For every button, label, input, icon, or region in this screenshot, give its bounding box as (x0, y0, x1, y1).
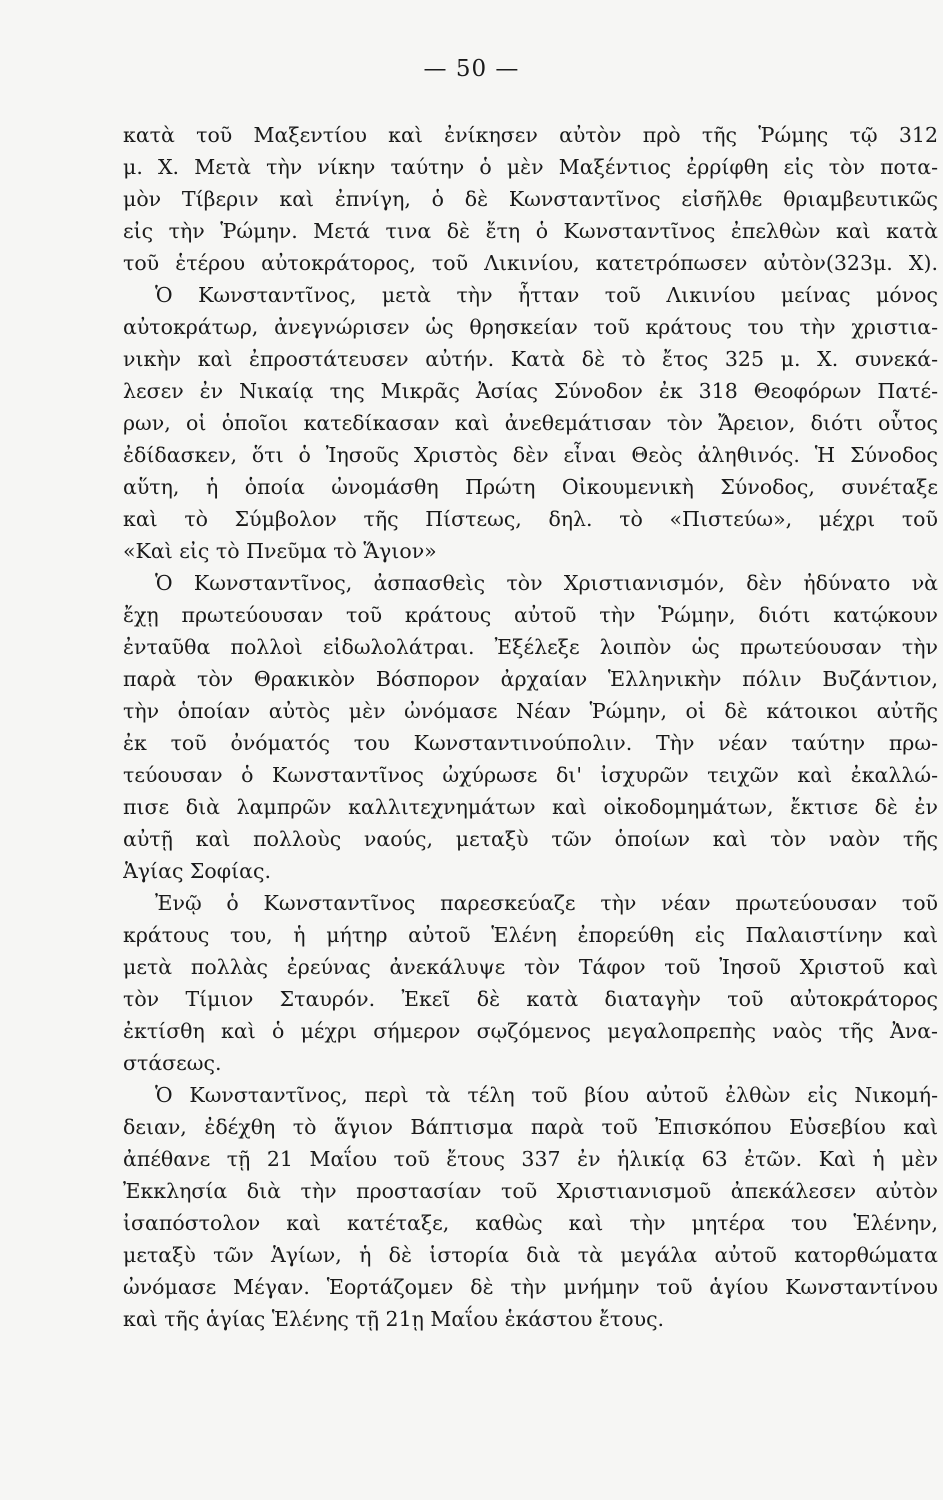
text-line: Ὁ Κωνσταντῖνος, ἀσπασθεὶς τὸν Χριστιανισμόν, δὲν ἠδύνατο νὰ (155, 571, 938, 595)
text-line: Ἐκκλησία διὰ τὴν προστασίαν τοῦ Χριστιανισμοῦ ἀπεκάλεσεν αὐτὸν (123, 1179, 938, 1203)
text-line: στάσεως. (123, 1051, 222, 1075)
page-number: — 50 — (423, 56, 520, 82)
paragraph-1 (123, 119, 938, 279)
text-line: τὴν ὁποίαν αὐτὸς μὲν ὠνόμασε Νέαν Ῥώμην, οἱ δὲ κάτοικοι αὐτῆς (123, 699, 938, 723)
text-line: παρὰ τὸν Θρακικὸν Βόσπορον ἀρχαίαν Ἑλληνικὴν πόλιν Βυζάντιον, (123, 667, 938, 691)
text-line: μεταξὺ τῶν Ἁγίων, ἡ δὲ ἱστορία διὰ τὰ μεγάλα αὐτοῦ κατορθώματα (123, 1243, 938, 1267)
text-line: τὸν Τίμιον Σταυρόν. Ἐκεῖ δὲ κατὰ διαταγὴν τοῦ αὐτοκράτορος (123, 987, 938, 1011)
text-line: ρων, οἱ ὁποῖοι κατεδίκασαν καὶ ἀνεθεμάτισαν τὸν Ἄρειον, διότι οὗτος (123, 411, 938, 435)
text-line: νικὴν καὶ ἐπροστάτευσεν αὐτήν. Κατὰ δὲ τὸ ἔτος 325 μ. Χ. συνεκά- (123, 347, 938, 371)
text-line: «Καὶ εἰς τὸ Πνεῦμα τὸ Ἅγιον» (123, 539, 437, 563)
text-line: καὶ τῆς ἁγίας Ἑλένης τῇ 21ῃ Μαΐου ἑκάστου ἔτους. (123, 1307, 665, 1331)
text-line: ἐκ τοῦ ὀνόματός του Κωνσταντινούπολιν. Τὴν νέαν ταύτην πρω- (123, 731, 938, 755)
text-line: Ὁ Κωνσταντῖνος, περὶ τὰ τέλη τοῦ βίου αὐτοῦ ἐλθὼν εἰς Νικομή- (155, 1083, 938, 1107)
text-line: εἰς τὴν Ῥώμην. Μετά τινα δὲ ἔτη ὁ Κωνσταντῖνος ἐπελθὼν καὶ κατὰ (123, 219, 938, 243)
paragraph-2 (123, 279, 938, 567)
text-line: αὕτη, ἡ ὁποία ὠνομάσθη Πρώτη Οἰκουμενικὴ Σύνοδος, συνέταξε (123, 475, 938, 499)
text-line: ἐδίδασκεν, ὅτι ὁ Ἰησοῦς Χριστὸς δὲν εἶναι Θεὸς ἀληθινός. Ἡ Σύνοδος (123, 443, 938, 467)
paragraph-4 (123, 887, 938, 1079)
text-line: αὐτοκράτωρ, ἀνεγνώρισεν ὡς θρησκείαν τοῦ κράτους του τὴν χριστια- (123, 315, 938, 339)
text-line: Ἁγίας Σοφίας. (123, 859, 272, 883)
paragraph-3 (123, 567, 938, 887)
text-line: αὐτῇ καὶ πολλοὺς ναούς, μεταξὺ τῶν ὁποίων καὶ τὸν ναὸν τῆς (123, 827, 938, 851)
text-line: μὸν Τίβεριν καὶ ἐπνίγη, ὁ δὲ Κωνσταντῖνος εἰσῆλθε θριαμβευτικῶς (123, 187, 938, 211)
text-line: ἰσαπόστολον καὶ κατέταξε, καθὼς καὶ τὴν μητέρα του Ἑλένην, (123, 1211, 938, 1235)
body-text (123, 119, 938, 1335)
text-line: ἔχῃ πρωτεύουσαν τοῦ κράτους αὐτοῦ τὴν Ῥώμην, διότι κατῴκουν (123, 603, 938, 627)
text-line: κατὰ τοῦ Μαξεντίου καὶ ἐνίκησεν αὐτὸν πρὸ τῆς Ῥώμης τῷ 312 (123, 123, 938, 147)
text-line: Ἐνῷ ὁ Κωνσταντῖνος παρεσκεύαζε τὴν νέαν πρωτεύουσαν τοῦ (155, 891, 938, 915)
text-line: τεύουσαν ὁ Κωνσταντῖνος ὠχύρωσε δι' ἰσχυρῶν τειχῶν καὶ ἐκαλλώ- (123, 763, 938, 787)
text-line: πισε διὰ λαμπρῶν καλλιτεχνημάτων καὶ οἰκοδομημάτων, ἔκτισε δὲ ἐν (123, 795, 938, 819)
paragraph-5 (123, 1079, 938, 1335)
text-line: μετὰ πολλὰς ἐρεύνας ἀνεκάλυψε τὸν Τάφον τοῦ Ἰησοῦ Χριστοῦ καὶ (123, 955, 938, 979)
text-line: Ὁ Κωνσταντῖνος, μετὰ τὴν ἧτταν τοῦ Λικινίου μείνας μόνος (155, 283, 938, 307)
text-line: ἐνταῦθα πολλοὶ εἰδωλολάτραι. Ἐξέλεξε λοιπὸν ὡς πρωτεύουσαν τὴν (123, 635, 938, 659)
text-line: λεσεν ἐν Νικαίᾳ της Μικρᾶς Ἀσίας Σύνοδον ἐκ 318 Θεοφόρων Πατέ- (123, 379, 938, 403)
text-line: ἀπέθανε τῇ 21 Μαΐου τοῦ ἔτους 337 ἐν ἡλικίᾳ 63 ἐτῶν. Καὶ ἡ μὲν (123, 1147, 938, 1171)
text-line: τοῦ ἑτέρου αὐτοκράτορος, τοῦ Λικινίου, κατετρόπωσεν αὐτὸν(323μ. Χ). (123, 251, 938, 275)
text-line: καὶ τὸ Σύμβολον τῆς Πίστεως, δηλ. τὸ «Πιστεύω», μέχρι τοῦ (123, 507, 938, 531)
text-line: κράτους του, ἡ μήτηρ αὐτοῦ Ἑλένη ἐπορεύθη εἰς Παλαιστίνην καὶ (123, 923, 938, 947)
text-line: ὠνόμασε Μέγαν. Ἑορτάζομεν δὲ τὴν μνήμην τοῦ ἁγίου Κωνσταντίνου (123, 1275, 938, 1299)
text-line: μ. Χ. Μετὰ τὴν νίκην ταύτην ὁ μὲν Μαξέντιος ἐρρίφθη εἰς τὸν ποτα- (123, 155, 938, 179)
text-line: δειαν, ἐδέχθη τὸ ἅγιον Βάπτισμα παρὰ τοῦ Ἐπισκόπου Εὐσεβίου καὶ (123, 1115, 938, 1139)
text-line: ἐκτίσθη καὶ ὁ μέχρι σήμερον σῳζόμενος μεγαλοπρεπὴς ναὸς τῆς Ἀνα- (123, 1019, 938, 1043)
